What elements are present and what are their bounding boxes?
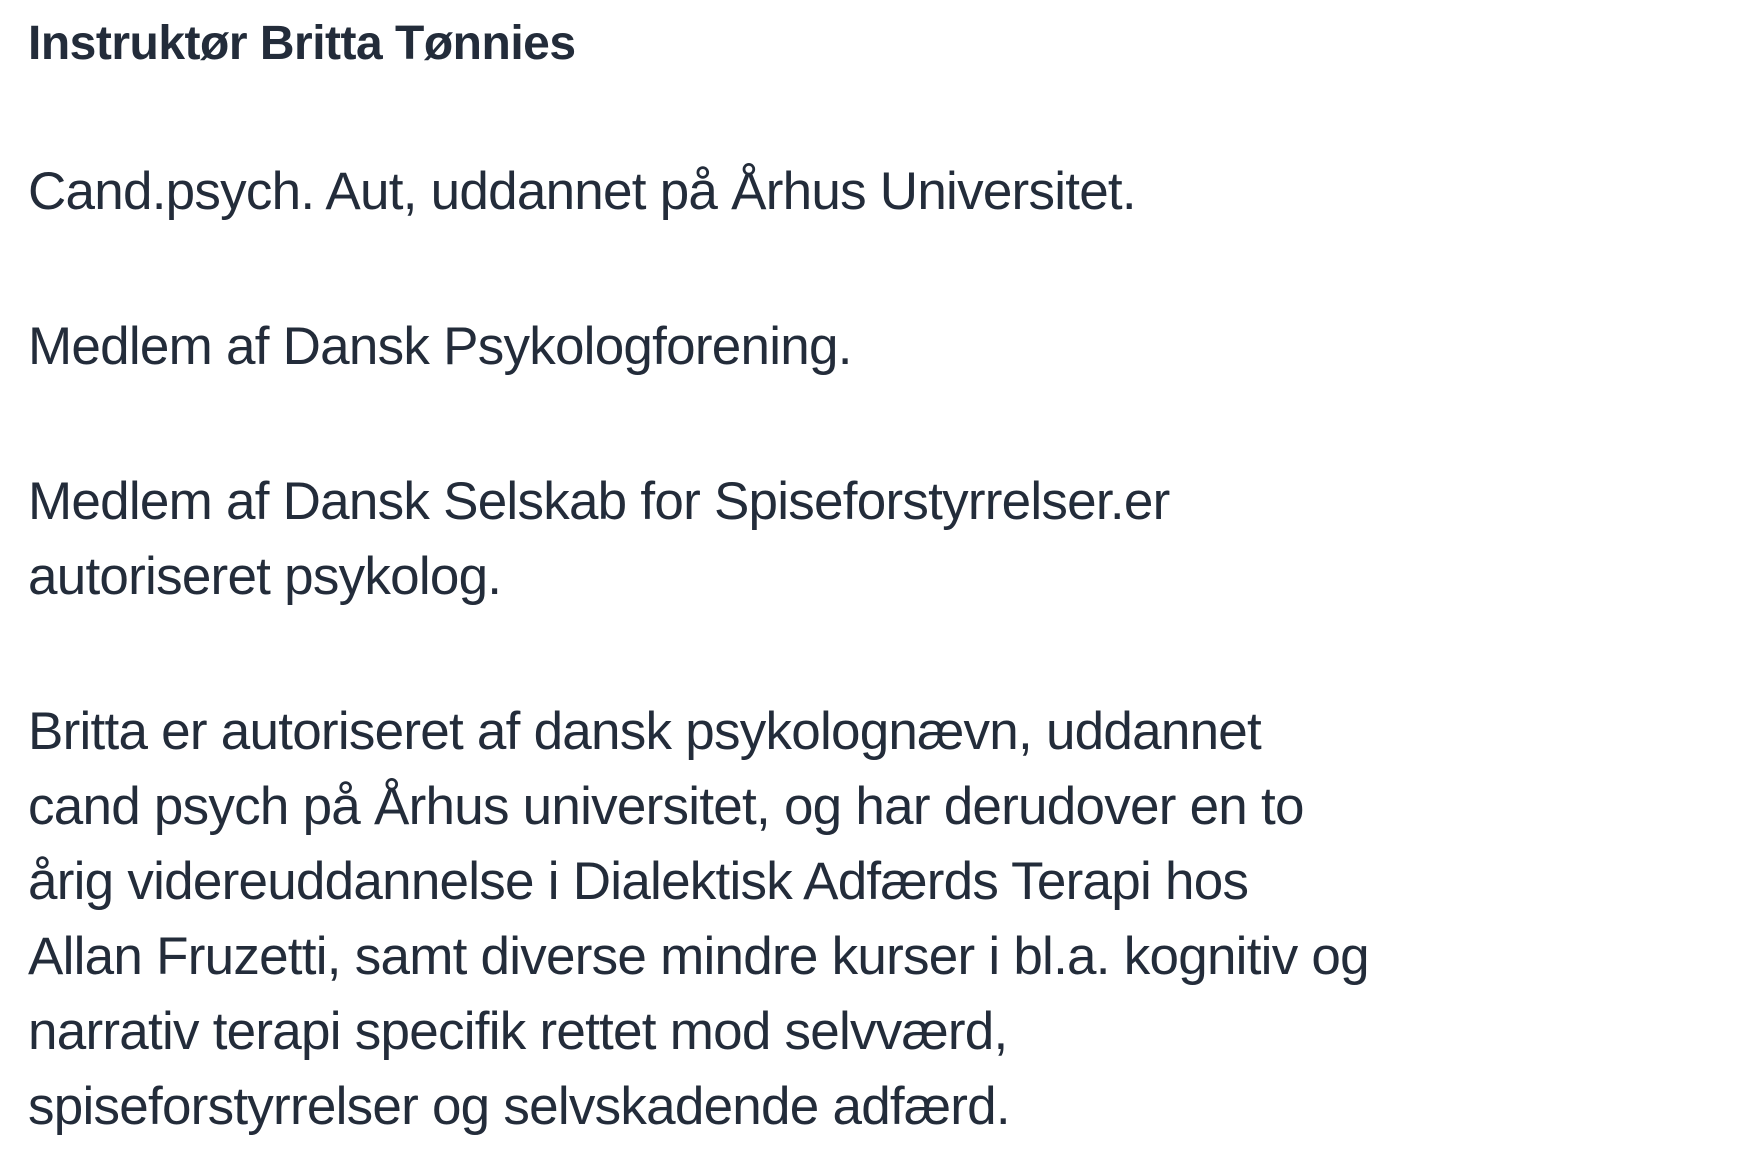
text-line: Medlem af Dansk Selskab for Spiseforstyrrelser.er: [28, 472, 1170, 531]
instructor-heading: Instruktør Britta Tønnies: [28, 17, 576, 70]
text-line: narrativ terapi specifik rettet mod selvværd,: [28, 1002, 1008, 1061]
text-line: årig videreuddannelse i Dialektisk Adfærds Terapi hos: [28, 852, 1249, 911]
text-line: autoriseret psykolog.: [28, 547, 502, 606]
text-line: spiseforstyrrelser og selvskadende adfærd.: [28, 1077, 1010, 1136]
bio-paragraph-membership-1: [28, 309, 1734, 384]
text-line: Allan Fruzetti, samt diverse mindre kurser i bl.a. kognitiv og: [28, 927, 1369, 986]
bio-paragraph-education: [28, 154, 1734, 229]
text-line: Medlem af Dansk Psykologforening.: [28, 317, 852, 376]
text-line: Britta er autoriseret af dansk psykolognævn, uddannet: [28, 702, 1262, 761]
bio-paragraph-membership-2: [28, 464, 1734, 614]
text-line: Cand.psych. Aut, uddannet på Århus Universitet.: [28, 162, 1136, 221]
text-line: cand psych på Århus universitet, og har derudover en to: [28, 777, 1304, 836]
bio-paragraph-details: [28, 694, 1734, 1144]
